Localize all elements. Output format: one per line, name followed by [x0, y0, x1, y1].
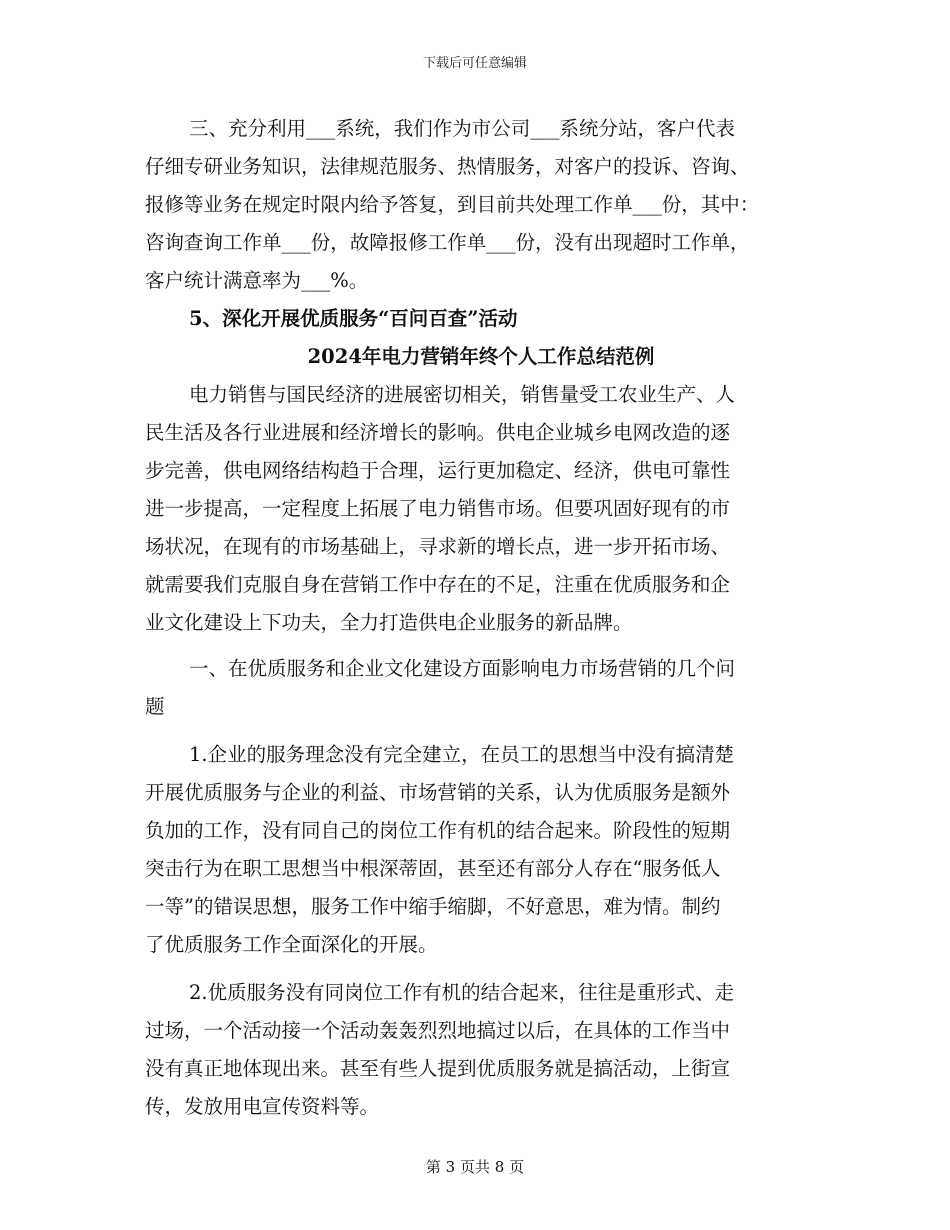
document-title: 2024年电力营销年终个人工作总结范例 — [307, 345, 655, 368]
paragraph-line: 就需要我们克服自身在营销工作中存在的不足，注重在优质服务和企 — [145, 573, 731, 596]
paragraph-line: 步完善，供电网络结构趋于合理，运行更加稳定、经济，供电可靠性 — [145, 459, 731, 482]
item-two-paragraph — [145, 974, 817, 1126]
paragraph-line: 三、充分利用___系统，我们作为市公司___系统分站，客户代表 — [189, 117, 736, 140]
paragraph-line: 一等”的错误思想，服务工作中缩手缩脚，不好意思，难为情。制约 — [145, 895, 721, 918]
paragraph-line: 2.优质服务没有同岗位工作有机的结合起来，往往是重形式、走 — [189, 981, 735, 1004]
paragraph-line: 突击行为在职工思想当中根深蒂固，甚至还有部分人存在“服务低人 — [145, 857, 721, 880]
paragraph-line: 传，发放用电宣传资料等。 — [145, 1095, 380, 1118]
item-one-paragraph — [145, 736, 817, 964]
paragraph-line: 业文化建设上下功夫，全力打造供电企业服务的新品牌。 — [145, 611, 633, 634]
paragraph-line: 民生活及各行业进展和经济增长的影响。供电企业城乡电网改造的逐 — [145, 421, 731, 444]
intro-paragraph — [145, 376, 817, 642]
paragraph-line: 仔细专研业务知识，法律规范服务、热情服务，对客户的投诉、咨询、 — [145, 155, 750, 178]
paragraph-line: 进一步提高，一定程度上拓展了电力销售市场。但要巩固好现有的市 — [145, 497, 731, 520]
paragraph-line: 题 — [145, 695, 165, 718]
paragraph-line: 客户统计满意率为___%。 — [145, 269, 369, 292]
activity-heading: 5、深化开展优质服务“百问百查”活动 — [189, 307, 518, 330]
paragraph-line: 场状况，在现有的市场基础上，寻求新的增长点，进一步开拓市场、 — [145, 535, 731, 558]
document-body — [145, 110, 817, 1126]
paragraph-line: 没有真正地体现出来。甚至有些人提到优质服务就是搞活动，上街宣 — [145, 1057, 731, 1080]
paragraph-line: 一、在优质服务和企业文化建设方面影响电力市场营销的几个问 — [189, 657, 736, 680]
paragraph-line: 1.企业的服务理念没有完全建立，在员工的思想当中没有搞清楚 — [189, 743, 735, 766]
paragraph-line: 咨询查询工作单___份，故障报修工作单___份，没有出现超时工作单， — [145, 231, 750, 254]
paragraph-line: 负加的工作，没有同自己的岗位工作有机的结合起来。阶段性的短期 — [145, 819, 731, 842]
paragraph-line: 电力销售与国民经济的进展密切相关，销售量受工农业生产、人 — [189, 383, 736, 406]
paragraph-line: 过场，一个活动接一个活动轰轰烈烈地搞过以后，在具体的工作当中 — [145, 1019, 731, 1042]
top-paragraph — [145, 110, 817, 300]
page-footer: 第 3 页共 8 页 — [425, 1158, 525, 1176]
section-one-heading — [145, 650, 817, 726]
paragraph-line: 开展优质服务与企业的利益、市场营销的关系，认为优质服务是额外 — [145, 781, 731, 804]
page-header: 下载后可任意编辑 — [422, 56, 527, 71]
paragraph-line: 报修等业务在规定时限内给予答复，到目前共处理工作单___份，其中： — [145, 193, 760, 216]
paragraph-line: 了优质服务工作全面深化的开展。 — [145, 933, 438, 956]
